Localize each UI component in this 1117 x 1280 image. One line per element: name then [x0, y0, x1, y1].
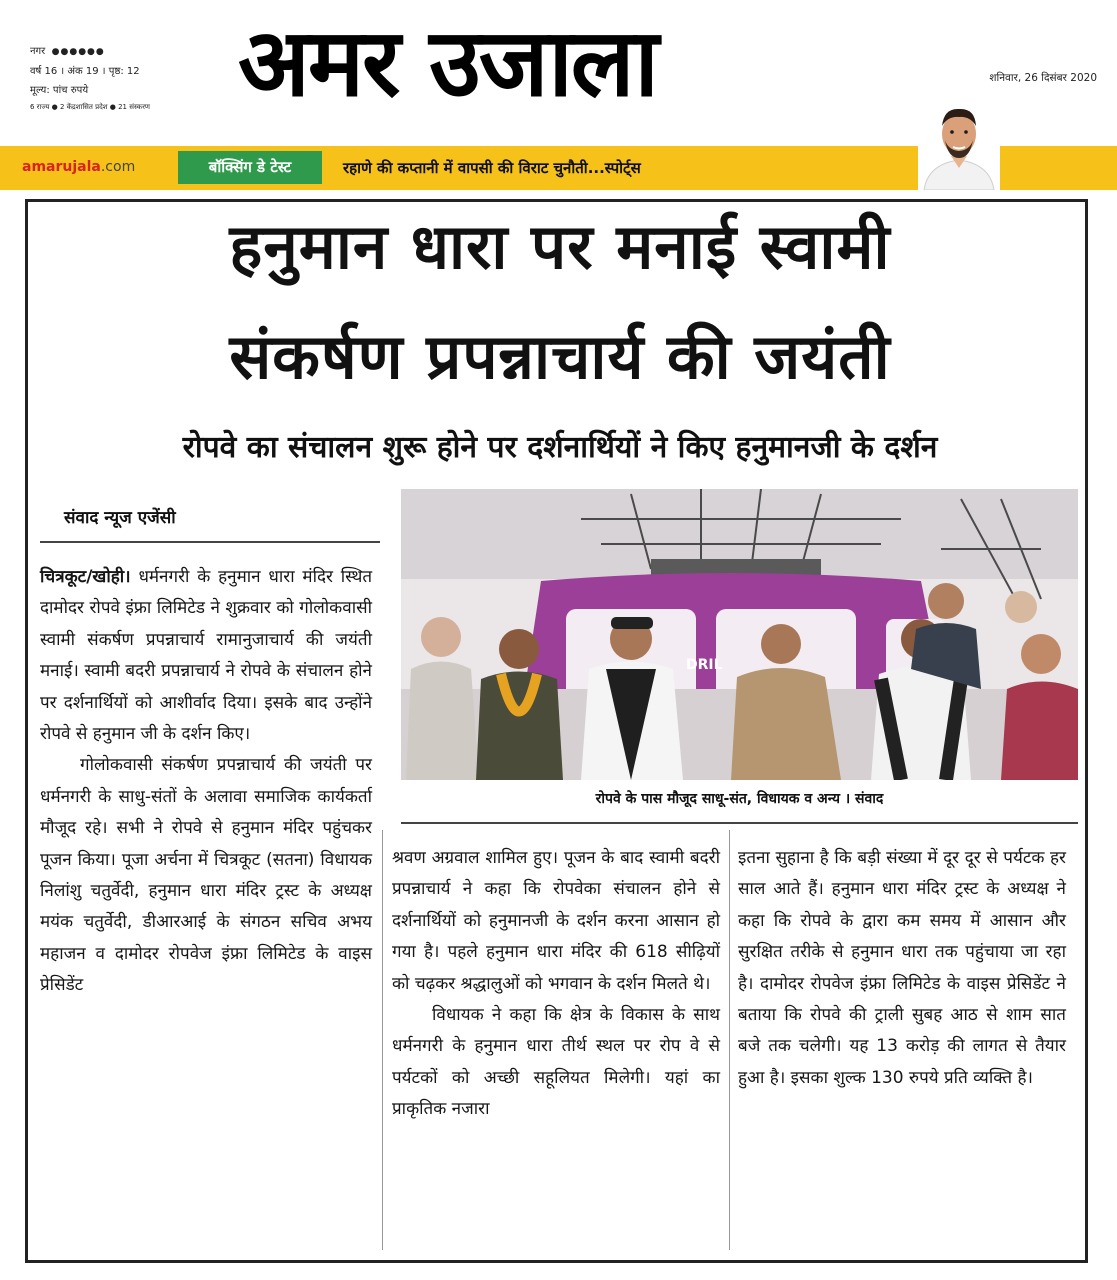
ticker-label: बॉक्सिंग डे टेस्ट [178, 151, 322, 184]
coverage: 6 राज्य ● 2 केंद्रशासित प्रदेश ● 21 संस्करण [30, 103, 150, 111]
article-column-3 [738, 843, 1066, 1094]
paragraph: श्रवण अग्रवाल शामिल हुए। पूजन के बाद स्वामी बदरी प्रपन्नाचार्य ने कहा कि रोपवेका संचालन होने से दर्शनार्थियों को हनुमानजी के दर्शन करना आसान हो गया है। पहले हनुमान धारा मंदिर की 618 सीढ़ियों को चढ़कर श्रद्धालुओं को भगवान के दर्शन मिलते थे। [392, 848, 720, 994]
edition-dots: ●●●●●● [51, 47, 105, 57]
column-divider [382, 830, 383, 1250]
caption-divider [401, 822, 1078, 824]
ticker-headline[interactable]: रहाणे की कप्तानी में वापसी की विराट चुनौती...स्पोर्ट्स [343, 159, 641, 177]
site-name: amarujala [22, 159, 101, 175]
issue-info: वर्ष 16 । अंक 19 । पृष्ठ: 12 [30, 66, 140, 77]
byline-divider [40, 541, 380, 543]
news-photo [401, 489, 1078, 780]
paragraph [40, 562, 372, 750]
column-divider [729, 830, 730, 1250]
paragraph: इतना सुहाना है कि बड़ी संख्या में दूर दूर से पर्यटक हर साल आते हैं। हनुमान धारा मंदिर ट्रस्ट के अध्यक्ष ने कहा कि रोपवे के द्वारा कम समय में आसान और सुरक्षित तरीके से हनुमान धारा तक पहुंचाया जा रहा है। दामोदर रोपवेज इंफ्रा लिमिटेड के वाइस प्रेसिडेंट ने बताया कि रोपवे की ट्राली सुबह आठ से शाम सात बजे तक चलेगी। यह 13 करोड़ की लागत से तैयार हुआ है। इसका शुल्क 130 रुपये प्रति व्यक्ति है। [738, 848, 1066, 1088]
paragraph: गोलोकवासी संकर्षण प्रपन्नाचार्य की जयंती पर धर्मनगरी के साधु-संतों के अलावा समाजिक कार्यकर्ता मौजूद रहे। सभी ने रोपवे से हनुमान मंदिर पहुंचकर पूजन किया। पूजा अर्चना में चित्रकूट (सतना) विधायक निलांशु चतुर्वेदी, हनुमान धारा मंदिर ट्रस्ट के अध्यक्ष मयंक चतुर्वेदी, डीआरआई के संगठन सचिव अभय महाजन व दामोदर रोपवेज इंफ्रा लिमिटेड के वाइस प्रेसिडेंट [40, 755, 372, 996]
site-link[interactable] [22, 159, 135, 175]
headline-line-1: हनुमान धारा पर मनाई स्वामी [229, 210, 891, 283]
dateline: चित्रकूट/खोही। [40, 567, 131, 587]
publication-date: शनिवार, 26 दिसंबर 2020 [989, 72, 1097, 84]
article-column-2 [392, 843, 720, 1126]
newspaper-logo: अमर उजाला [238, 9, 657, 118]
cabin-text: DRIL [686, 657, 723, 673]
article-column-1 [40, 562, 372, 1002]
headline-line-2: संकर्षण प्रपन्नाचार्य की जयंती [229, 320, 891, 393]
issue-meta [30, 42, 150, 114]
byline: संवाद न्यूज एजेंसी [64, 508, 176, 528]
price: मूल्य: पांच रुपये [30, 85, 89, 96]
paragraph-text: धर्मनगरी के हनुमान धारा मंदिर स्थित दामोदर रोपवे इंफ्रा लिमिटेड ने शुक्रवार को गोलोकवासी स्वामी संकर्षण प्रपन्नाचार्य रामानुजाचार्य की जयंती मनाई। स्वामी बदरी प्रपन्नाचार्य ने रोपवे के संचालन होने पर दर्शनार्थियों को आशीर्वाद दिया। इसके बाद उन्होंने रोपवे से हनुमान जी के दर्शन किए। [40, 567, 373, 745]
photo-caption: रोपवे के पास मौजूद साधू-संत, विधायक व अन्य । संवाद [595, 791, 884, 807]
subheadline: रोपवे का संचालन शुरू होने पर दर्शनार्थियों ने किए हनुमानजी के दर्शन [182, 430, 938, 465]
edition-label: नगर [30, 46, 46, 57]
paragraph: विधायक ने कहा कि क्षेत्र के विकास के साथ धर्मनगरी के हनुमान धारा तीर्थ स्थल पर रोप वे से पर्यटकों को अच्छी सहूलियत मिलेगी। यहां का प्राकृतिक नजारा [392, 1005, 720, 1120]
player-portrait [918, 98, 1000, 190]
site-domain: .com [100, 159, 136, 175]
